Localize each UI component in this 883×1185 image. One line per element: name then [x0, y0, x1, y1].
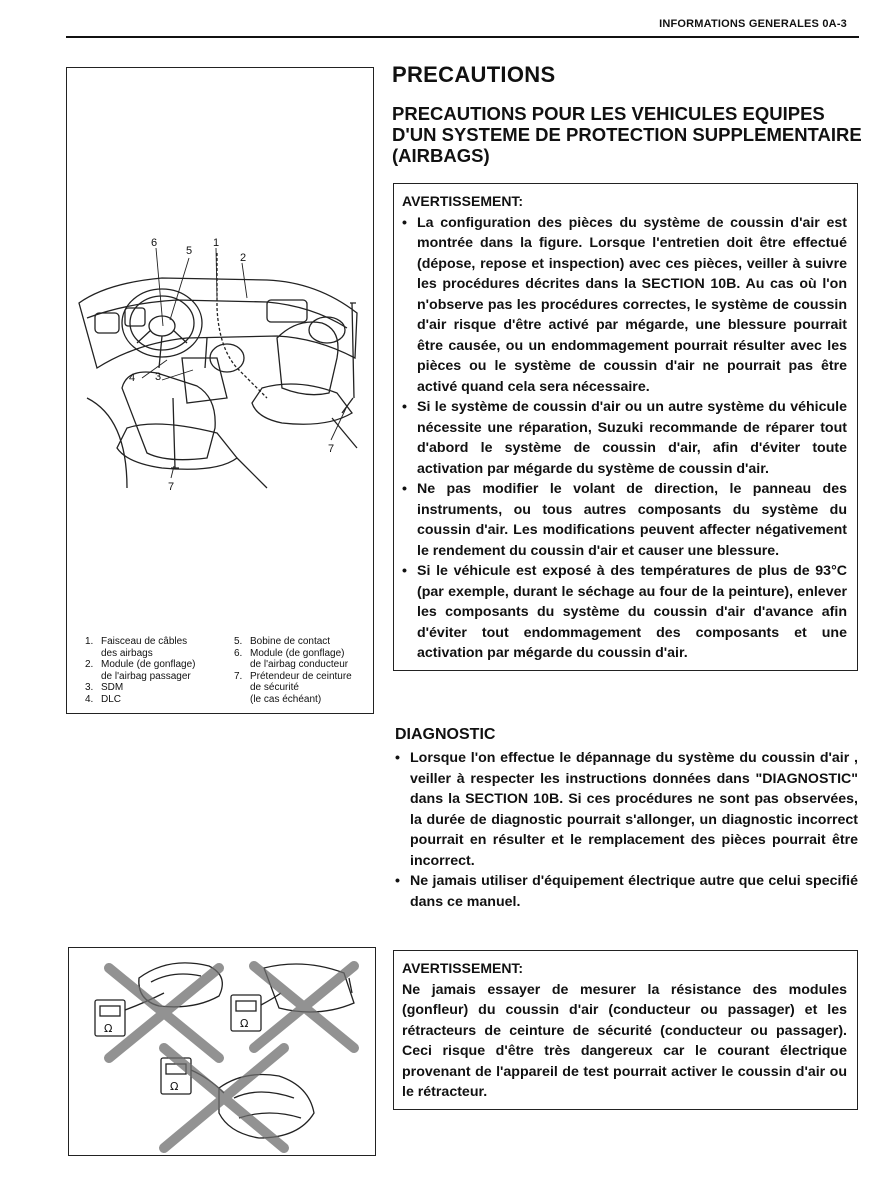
legend-item-6: [234, 648, 368, 671]
warning-box-resistance: [393, 950, 858, 1110]
page-header-title: INFORMATIONS GENERALES 0A-3: [659, 18, 847, 30]
prohibited-measurement-illustration: [69, 948, 375, 1155]
legend-item-number: 5.: [234, 636, 243, 647]
meter-ohm-symbol: Ω: [240, 1017, 249, 1030]
warning-box-airbag-precautions: [393, 183, 858, 671]
section-title: PRECAUTIONS: [392, 62, 556, 87]
legend-item-number: 7.: [234, 670, 243, 682]
meter-ohm-symbol: Ω: [104, 1022, 113, 1035]
legend-item-2: [85, 659, 235, 682]
callout-7-right: 7: [328, 443, 335, 455]
legend-item-text: Prétendeur de ceinture de sécurité (le cas échéant): [250, 670, 352, 705]
legend-item-text: DLC: [101, 693, 122, 705]
callout-1: 1: [213, 237, 220, 249]
callout-7-left: 7: [168, 481, 175, 493]
diagnostic-item: • Ne jamais utiliser d'équipement électrique autre que celui specifié dans ce manuel.: [395, 871, 858, 912]
legend-item-text: SDM: [101, 682, 124, 694]
meter-ohm-symbol: Ω: [170, 1080, 179, 1093]
legend-item-4: [85, 694, 235, 706]
legend-item-text: Faisceau de câbles des airbags: [101, 636, 188, 659]
figure-legend-left: [85, 636, 235, 706]
airbag-component-figure: [66, 67, 374, 714]
warning-title: AVERTISSEMENT:: [402, 193, 524, 209]
callout-2: 2: [240, 252, 247, 264]
warning-list: [402, 213, 847, 664]
callout-3: 3: [155, 371, 162, 383]
warning-item: • Si le système de coussin d'air ou un autre système du véhicule nécessite une réparation, Suzuki recommande de réparer tout d'abord le système de coussin d'air, afin d'éviter toute activation par mégarde du système de coussin d'air.: [402, 397, 847, 479]
legend-item-number: 3.: [85, 682, 94, 694]
callout-6: 5: [186, 245, 193, 257]
callout-5: 6: [151, 237, 158, 249]
warning-item: • Ne pas modifier le volant de direction, le panneau des instruments, ou tous autres composants du système du coussin d'air. Les modifications peuvent affecter négativement le rendement du coussin d'air et causer une blessure.: [402, 479, 847, 561]
header-rule: [66, 36, 859, 38]
legend-item-7: [234, 671, 368, 706]
warning-title: AVERTISSEMENT:: [402, 960, 524, 976]
legend-item-number: 1.: [85, 636, 94, 647]
legend-item-1: [85, 636, 235, 659]
callout-4: 4: [129, 372, 136, 384]
resistance-prohibition-figure: [68, 947, 376, 1156]
warning-item: • La configuration des pièces du système de coussin d'air est montrée dans la figure. Lorsque l'entretien doit être effectué (dépose, repose et inspection) avec ces pièces, veiller à suivre les procédures décrites dans la SECTION 10B. Au cas où l'on n'observe pas les procédures correctes, le système de coussin d'air risque d'être activé par mégarde, une blessure pourrait être causée, ou un endommagement pourrait résulter avec les pièces ou le système de coussin d'air ne pourrait pas être activé quand cela sera nécessaire.: [402, 213, 847, 398]
vehicle-interior-illustration: [67, 68, 373, 638]
legend-item-text: Module (de gonflage) de l'airbag passager: [101, 659, 196, 682]
diagnostic-list: [395, 748, 858, 912]
warning-text: Ne jamais essayer de mesurer la résistance des modules (gonfleur) du coussin d'air (conducteur ou passager) et les rétracteurs de ceinture de sécurité (conducteur ou passager). Ceci risque d'être très dangereux car le courant électrique provenant de l'appareil de test pourrait activer le coussin d'air ou le rétracteur.: [402, 981, 847, 1100]
warning-item: • Si le véhicule est exposé à des températures de plus de 93°C (par exemple, durant le séchage au four de la peinture), enlever les composants du système du coussin d'air d'avance afin d'éviter tout endommagement des composants et une activation par mégarde du coussin d'air.: [402, 561, 847, 664]
diagnostic-item: • Lorsque l'on effectue le dépannage du système du coussin d'air , veiller à respecter les instructions données dans "DIAGNOSTIC" dans la SECTION 10B. Si ces procédures ne sont pas observées, la durée de diagnostic pourrait s'allonger, un diagnostic incorrect pourrait en résulter et le remplacement des pièces pourrait être incorrect.: [395, 748, 858, 871]
legend-item-text: Bobine de contact: [250, 636, 331, 647]
legend-item-text: Module (de gonflage) de l'airbag conducteur: [250, 647, 349, 671]
legend-item-3: [85, 682, 235, 694]
section-subtitle: PRECAUTIONS POUR LES VEHICULES EQUIPES D'UN SYSTEME DE PROTECTION SUPPLEMENTAIRE (AIRBAGS): [392, 103, 862, 166]
legend-item-number: 2.: [85, 659, 94, 671]
diagnostic-heading: DIAGNOSTIC: [395, 726, 496, 743]
legend-item-5: [234, 636, 368, 648]
legend-item-number: 4.: [85, 693, 94, 705]
legend-item-number: 6.: [234, 647, 243, 659]
figure-legend-right: [234, 636, 368, 706]
